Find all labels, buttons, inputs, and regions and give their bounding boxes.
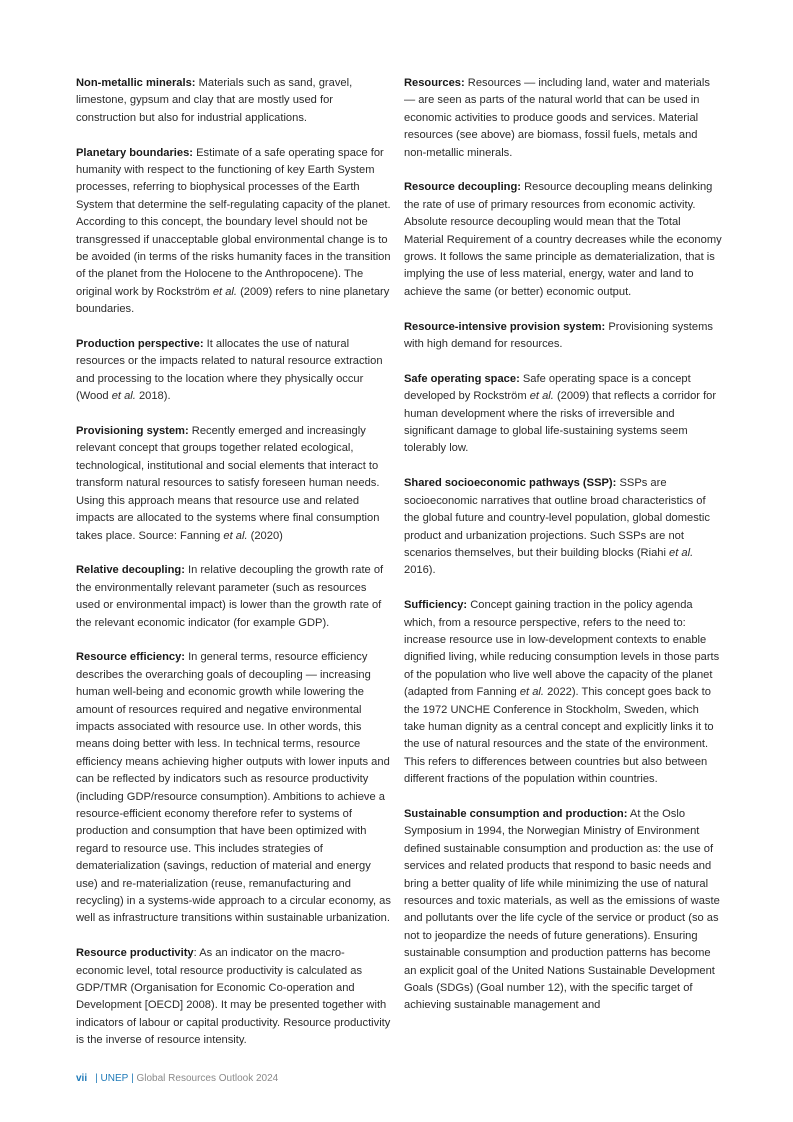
glossary-term: Resource decoupling: xyxy=(404,181,521,194)
glossary-entry-resource-intensive-provision-system xyxy=(404,319,722,354)
glossary-entry-shared-socioeconomic-pathways-ssp xyxy=(404,475,722,579)
footer-organization: UNEP xyxy=(100,1073,129,1084)
glossary-term: Resource productivity xyxy=(76,947,194,960)
citation-et-al: et al. xyxy=(519,686,544,699)
definition-text: Safe operating space is a concept developed by Rockström xyxy=(404,372,691,403)
definition-text: 2016). xyxy=(404,564,436,577)
glossary-entry-resource-decoupling xyxy=(404,179,722,301)
definition-text: At the Oslo Symposium in 1994, the Norwegian Ministry of Environment defined sustainable consumption and production as: the use of services and related products that respond to basic needs and bring a better quality of life while minimizing the use of natural resources and toxic materials, as well as the emissions of waste and pollutants over the life cycle of the service or product (so as not to jeopardize the needs of future generations). Ensuring sustainable consumption and production patterns has become an explicit goal of the United Nations Sustainable Development Goals (SDGs) (Goal number 12), with the specific target of achieving sustainable management and xyxy=(404,807,720,1012)
glossary-term: Shared socioeconomic pathways (SSP): xyxy=(404,477,617,490)
glossary-term: Resource efficiency: xyxy=(76,651,185,664)
definition-text: Recently emerged and increasingly relevant concept that groups together related ecological, technological, institutional and social elements that interact to transform natural resources to satisfy foreseen human needs. Using this approach means that resource use and related impacts are allocated to the systems where final consumption takes place. Source: Fanning xyxy=(76,425,380,542)
definition-text: Estimate of a safe operating space for humanity with respect to the functioning of key Earth System processes, referring to biophysical processes of the Earth System that determine the self-regulating capacity of the planet. According to this concept, the boundary level should not be transgressed if unacceptable global environmental change is to be avoided (in terms of the risks humanity faces in the transition of the planet from the Holocene to the Anthropocene). The original work by Rockström xyxy=(76,146,391,298)
definition-text: 2022). This concept goes back to the 1972 UNCHE Conference in Stockholm, Sweden, which take human dignity as a central concept and explicitly links it to the use of natural resources and the state of the environment. This refers to differences between countries but also between different fractions of the population within countries. xyxy=(404,686,714,786)
footer-separator: | xyxy=(95,1073,98,1084)
glossary-entry-production-perspective xyxy=(76,336,392,406)
glossary-term: Non-metallic minerals: xyxy=(76,77,196,89)
glossary-term: Sufficiency: xyxy=(404,599,468,612)
definition-text: : As an indicator on the macro-economic level, total resource productivity is calculated as GDP/TMR (Organisation for Economic Co-operation and Development [OECD] 2008). It may be presented together with indicators of labour or capital productivity. Resource productivity is the inverse of resource intensity. xyxy=(76,947,391,1047)
page-number: vii xyxy=(76,1073,88,1084)
footer-separator-2: | xyxy=(131,1073,134,1084)
glossary-entry-safe-operating-space xyxy=(404,371,722,458)
glossary-term: Provisioning system: xyxy=(76,425,189,438)
definition-text: Provisioning systems with high demand for resources. xyxy=(404,320,713,351)
glossary-entry-relative-decoupling xyxy=(76,562,392,632)
definition-text: (2009) that reflects a corridor for human development where the risks of irreversible and significant damage to global life-sustaining systems seem tolerably low. xyxy=(404,390,717,455)
definition-text: Concept gaining traction in the policy agenda which, from a resource perspective, refers to the need to: increase resource use in low-development contexts to enable dignified living, while reducing consumption levels in those parts of the population who live well above the capacity of the planet (adapted from Fanning xyxy=(404,599,720,699)
glossary-term: Safe operating space: xyxy=(404,372,520,385)
definition-text: Materials such as sand, gravel, limestone, gypsum and clay that are mostly used for construction but also for industrial applications. xyxy=(76,77,353,124)
citation-et-al: et al. xyxy=(669,546,694,559)
definition-text: It allocates the use of natural resources or the impacts related to natural resource extraction and processing to the location where they physically occur (Wood xyxy=(76,338,383,403)
footer-publication: Global Resources Outlook 2024 xyxy=(136,1073,279,1084)
glossary-term: Relative decoupling: xyxy=(76,564,185,577)
glossary-term: Production perspective: xyxy=(76,338,204,351)
definition-text: 2018). xyxy=(135,390,171,403)
citation-et-al: et al. xyxy=(111,390,136,403)
definition-text: In relative decoupling the growth rate of the environmentally relevant parameter (such as resources used or environmental impact) is lower than the growth rate of the relevant economic indicator (for example GDP). xyxy=(76,564,384,629)
glossary-entry-provisioning-system xyxy=(76,423,392,545)
glossary-right-column xyxy=(404,75,722,1032)
definition-text: Resources — including land, water and materials — are seen as parts of the natural world that can be used in economic activities to produce goods and services. Material resources (see above) are biomass, fossil fuels, metals and non-metallic minerals. xyxy=(404,77,710,159)
definition-text: Resource decoupling means delinking the rate of use of primary resources from economic activity. Absolute resource decoupling would mean that the Total Material Requirement of a country decreases while the economy grows. It follows the same principle as dematerialization, that is implying the use of less material, energy, water and land to achieve the same (or better) economic output. xyxy=(404,181,722,298)
glossary-term: Resource-intensive provision system: xyxy=(404,320,606,333)
citation-et-al: et al. xyxy=(223,529,248,542)
glossary-term: Planetary boundaries: xyxy=(76,146,194,159)
glossary-entry-resource-efficiency xyxy=(76,649,392,928)
glossary-entry-resources xyxy=(404,75,722,162)
definition-text: (2009) refers to nine planetary boundaries. xyxy=(76,285,390,316)
definition-text: (2020) xyxy=(247,529,283,542)
glossary-left-column xyxy=(76,75,392,1067)
citation-et-al: et al. xyxy=(212,285,237,298)
glossary-entry-sufficiency xyxy=(404,597,722,788)
glossary-term: Resources: xyxy=(404,77,465,89)
page-footer xyxy=(76,1073,278,1084)
glossary-term: Sustainable consumption and production: xyxy=(404,807,628,820)
glossary-entry-non-metallic-minerals xyxy=(76,75,392,127)
glossary-entry-sustainable-consumption-and-production xyxy=(404,806,722,1015)
definition-text: In general terms, resource efficiency describes the overarching goals of decoupling — increasing human well-being and economic growth while lowering the amount of resources required and negative environmental impacts associated with resource use. In other words, this means doing better with less. In technical terms, resource efficiency means achieving higher outputs with lower inputs and can be reflected by indicators such as resource productivity (including GDP/resource consumption). Ambitions to achieve a resource-efficient economy therefore refer to systems of production and consumption that have been optimized with regard to resource use. This includes strategies of dematerialization (savings, reduction of material and energy use) and re-materialization (reuse, remanufacturing and recycling) in a systems-wide approach to a circular economy, as well as infrastructure transitions within sustainable urbanization. xyxy=(76,651,391,925)
glossary-entry-resource-productivity xyxy=(76,945,392,1049)
glossary-entry-planetary-boundaries xyxy=(76,145,392,319)
citation-et-al: et al. xyxy=(529,390,554,403)
definition-text: SSPs are socioeconomic narratives that outline broad characteristics of the global future and country-level population, global domestic product and urbanization projections. Such SSPs are not scenarios themselves, but their building blocks (Riahi xyxy=(404,477,710,559)
